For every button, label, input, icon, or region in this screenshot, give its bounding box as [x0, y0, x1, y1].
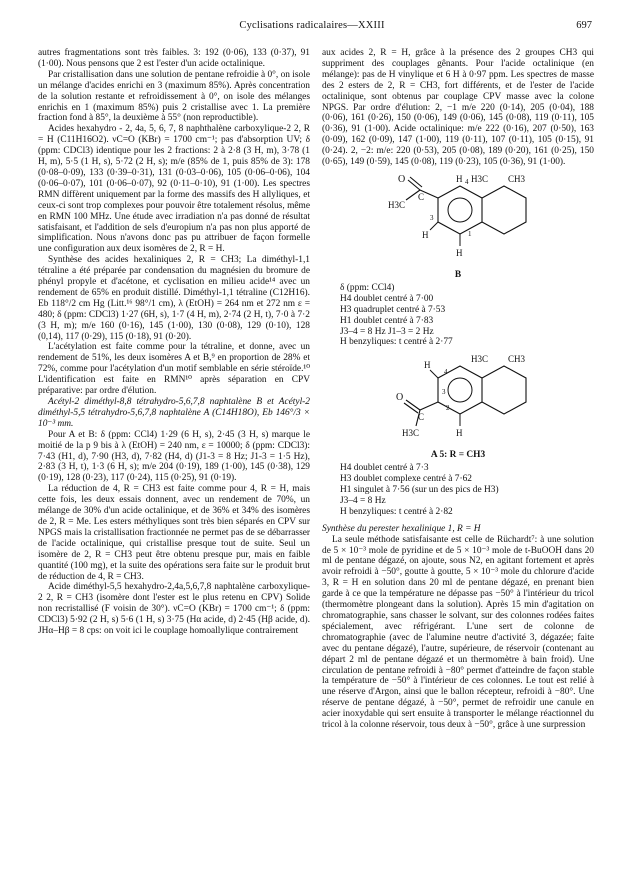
h4-label: H	[424, 360, 431, 371]
structure-a-diagram	[368, 350, 548, 450]
nmr-line: H4 doublet centré à 7·00	[340, 293, 434, 304]
paragraph: L'acétylation est faite comme pour la tétraline, et donne, avec un rendement de 51%, les deux isomères A et B,⁹ en proportion de 28% et 72%, comme pour l'acétylation d'un motif semblable en série stéroïde.¹⁰ L'identification est faite en RMN¹⁰ après séparation en CPV préparative: par ordre d'élution.	[38, 342, 310, 397]
h3-label: H	[422, 229, 429, 240]
position-3-label: 3	[430, 213, 434, 222]
paragraph: La seule méthode satisfaisante est celle de Rüchardt⁷: à une solution de 5 × 10⁻³ mole de pyridine et de 5 × 10⁻³ mole de t-BuOOH dans 20 ml de pentane dégazé, on ajoute, sous N2, en agitant fortement et après avoir refroidi à −50°, goutte à goutte, 5 × 10⁻³ mole du chlorure d'acide 3, R = H en solution dans 20 ml de pentane dégazé, en prenant bien garde à ce que la température ne dépasse pas −50° à l'intérieur du tricol (thermomètre plongeant dans la solution). Après 15 min d'agitation on chromatographie, sans chasser le solvant, sur des colonnes rodées faites spécialement, avec réfrigérant. L'une sert de colonne de chromatographie (avec de l'alumine neutre d'activité 3, dégazée; faite avec du pentane dégazé), l'autre, supérieure, de réservoir (contenant au départ 2 ml de pentane dégazé et un thermomètre à bain froid). Une circulation de pentane refroidi à −80° permet d'atteindre de façon stable la température de −50° à l'intérieur de ces colonnes. Le tout est relié à une réserve d'Argon, ainsi que le ballon récepteur, refroidi à −80°. Une réserve de pentane dégazé, à −50°, permet de refroidir une canule en acier inoxydable qui sert ensuite à transporter le mélange réactionnel du tricol à la colonne réservoir, tous deux à −50°, grâce à une surpression	[322, 534, 594, 731]
oxygen-label: O	[398, 173, 406, 185]
left-column	[38, 48, 310, 637]
nmr-line: H3 quadruplet centré à 7·53	[340, 304, 446, 315]
position-3-label: 3	[442, 388, 446, 397]
paragraph: Synthèse des acides hexaliniques 2, R = CH3; La diméthyl-1,1 tétraline a été préparée par condensation du magnésien du bromure de phényl propyle et d'acétone, et cyclisation en milieu acide¹⁴ avec un rendement de 65% en produit distillé. Diméthyl-1,1 tétraline (C12H16). Eb 118°/2 cm Hg (Litt.¹⁶ 98°/1 cm), λ (EtOH) = 264 nm et 272 nm ε = 480; δ (ppm: CDCl3) 1·27 (6H, s), 1·7 (4 H, m), 2·74 (2 H, t), 7·0 à 7·2 (3 H, m); m/e 160 (0·16), 145 (1·00), 130 (0·08), 129 (0·10), 128 (0,14), 117 (0·29), 115 (0·18), 91 (0·20).	[38, 255, 310, 342]
nmr-line: H3 doublet complexe centré à 7·62	[340, 474, 472, 485]
position-4-label: 4	[444, 368, 448, 377]
carbon-label: C	[418, 191, 425, 202]
gem-methyl-right-label: CH3	[508, 354, 526, 365]
nmr-line: H benzyliques: t centré à 2·82	[340, 506, 453, 517]
position-2-label: 2	[446, 404, 450, 413]
nmr-line: H1 doublet centré à 7·83	[340, 315, 434, 326]
nmr-line: J3–4 = 8 Hz	[340, 495, 386, 506]
paragraph: Acétyl-2 diméthyl-8,8 tétrahydro-5,6,7,8 naphtalène B et Acétyl-2 diméthyl-5,5 tétrahydro-5,6,7,8 naphtalène A (C14H18O), Eb 146°/3 × 10⁻³ mm.	[38, 397, 310, 429]
nmr-data-a	[340, 463, 594, 518]
paragraph: Acides hexahydro - 2, 4a, 5, 6, 7, 8 naphthalène carboxylique-2 2, R = H (C11H16O2). νC=O (KBr) = 1700 cm⁻¹; pas d'absorption UV; δ (ppm: CDCl3) identique pour les 2 fractions: 2 à 2·8 (3 H, m), 3·78 (1 H, m), 5·5 (1 H, s), 5·72 (2 H, s); m/e (85% de 1, puis 85% de 3): 178 (0·08–0·09), 133 (0·39–0·31), 131 (0·03–0·06), 105 (0·06–0·06), 104 (0·06–0·07), 101 (0·06–0·07), 92 (0·11–0·10), 91 (1·00). Les spectres RMN diffèrent uniquement par la forme des massifs des H allyliques, et ceux-ci sont trop complexes pour pouvoir être totalement résolus, même en RMN 100 MHz. Une étude avec irradiation n'a pas donné de résultat satisfaisant, et l'addition de sels d'europium n'a pas non plus apporté de simplification. Nous n'avons donc pas pu attribuer de façon formelle une configuration aux deux isomères de 2, R = H.	[38, 124, 310, 255]
nmr-line: H1 singulet à 7·56 (sur un des pics de H3)	[340, 485, 499, 496]
right-column	[322, 48, 594, 731]
paragraph: Par cristallisation dans une solution de pentane refroidie à 0°, on isole un mélange d'acides enrichi en 3 (maximum 85%). Après concentration de la solution restante et refroidissement à 0°, on isole des mélanges enrichis en 1 (maximum 85%) puis 2 cristallise avec 1. La première fraction fond à 85°, la deuxième à 55° (non reproductible).	[38, 69, 311, 124]
nmr-line: δ (ppm: CCl4)	[340, 282, 395, 293]
section-heading: Synthèse du perester hexalinique 1, R = H	[322, 523, 481, 534]
nmr-line: J3–4 = 8 Hz J1–3 = 2 Hz	[340, 326, 434, 337]
methyl-label: H3C	[402, 428, 420, 439]
paragraph: Pour A et B: δ (ppm: CCl4) 1·29 (6 H, s), 2·45 (3 H, s) marque le moitié de la p 9 bis à λ (EtOH) = 240 nm, ε = 10000; δ (ppm: CDCl3): 7·43 (H1, d), 7·90 (H3, d), 7·82 (H4, d) (J1-3 = 8 Hz; J1-3 = 1·5 Hz), 2·83 (3 H, t), 1·3 (6 H, s); m/e 204 (0·19), 189 (1·00), 145 (0·38), 129 (0·19), 128 (0·23), 117 (0·24), 115 (0·25), 91 (0·19).	[38, 429, 310, 484]
gem-methyl-left-label: H3C	[471, 354, 489, 365]
carbon-label: C	[418, 412, 425, 423]
running-title: Cyclisations radicalaires—XXIII	[239, 20, 385, 31]
structure-b-diagram	[368, 170, 548, 270]
page-header	[0, 20, 624, 34]
paragraph: aux acides 2, R = H, grâce à la présence des 2 groupes CH3 qui suppriment des couplages gênants. Pour l'acide octalinique (en mélange): pas de H vinylique et 6 H à 0·97 ppm. Les spectres de masse des 2 esters de 2, R = CH3, fort différents, et de l'ester de l'acide octalinique, sont obtenus par couplage CPV masse avec la colone NPGS. Par ordre d'élution: 2, −1 m/e 220 (0·14), 205 (0·04), 188 (0·06), 161 (0·26), 150 (0·06), 149 (0·06), 145 (0·08), 119 (0·11), 105 (0·36), 91 (1·00). Acide octalinique: m/e 222 (0·16), 207 (0·50), 163 (0·09), 162 (0·09), 147 (1·00), 119 (0·11), 107 (0·11), 105 (0·15), 91 (0·24). 2, −2: m/e: 220 (0·53), 205 (0·08), 189 (0·20), 161 (0·25), 150 (0·65), 149 (0·59), 145 (0·08), 119 (0·23), 105 (0·36), 91 (1·00).	[322, 48, 594, 168]
oxygen-label: O	[396, 392, 404, 404]
h4-label: H	[456, 173, 463, 184]
methyl-label: H3C	[388, 199, 406, 210]
paragraph: Acide diméthyl-5,5 hexahydro-2,4a,5,6,7,8 naphtalène carboxylique-2 2, R = CH3 (isomère dont l'ester est le plus retenu en CPV) Solide non recristallisé (F voisin de 30°). νC=O (KBr) = 1700 cm⁻¹; δ (ppm: CDCl3) 5·92 (2 H, s) 5·6 (1 H, s) 3·75 (Hα acide, d) 2·45 (Hβ acide, d). JHα–Hβ = 8 cps: on voit ici le couplage homoallylique contrairement	[38, 582, 310, 637]
paragraph: autres fragmentations sont très faibles. 3: 192 (0·06), 133 (0·37), 91 (1·00). Nous pensons que 2 est l'ester d'un acide octalinique.	[38, 48, 310, 69]
h1-label: H	[456, 247, 463, 258]
nmr-line: H benzyliques: t centré à 2·77	[340, 337, 453, 348]
structure-a-caption: A 5: R = CH3	[430, 450, 486, 461]
structure-b-caption: B	[454, 269, 462, 280]
gem-methyl-left-label: H3C	[471, 173, 489, 184]
position-1-label: 1	[468, 229, 472, 238]
h1-label: H	[456, 428, 463, 439]
position-4-label: 4	[465, 177, 469, 186]
nmr-line: H4 doublet centré à 7·3	[340, 463, 429, 474]
paragraph: La réduction de 4, R = CH3 est faite comme pour 4, R = H, mais cette fois, les deux essais donnent, avec un rendement de 70%, un mélange de 30% d'un acide octalinique, et de 36% et 34% des isomères de 2, R = Me. Les esters méthyliques sont très bien séparés en CPV sur NPGS mais la cristallisation fractionnée ne permet pas de se débarrasser de l'acide octalinique, qui cristallise presque tout de suite. Seul un isomère de 2, R = CH3 peut être obtenu presque pur, mais en faible quantité (100 mg), et la suite des opérations sera faite sur le produit brut de réduction de 4, R = CH3.	[38, 484, 310, 582]
gem-methyl-right-label: CH3	[508, 173, 526, 184]
nmr-data-b	[340, 283, 594, 348]
page-number: 697	[576, 20, 592, 31]
